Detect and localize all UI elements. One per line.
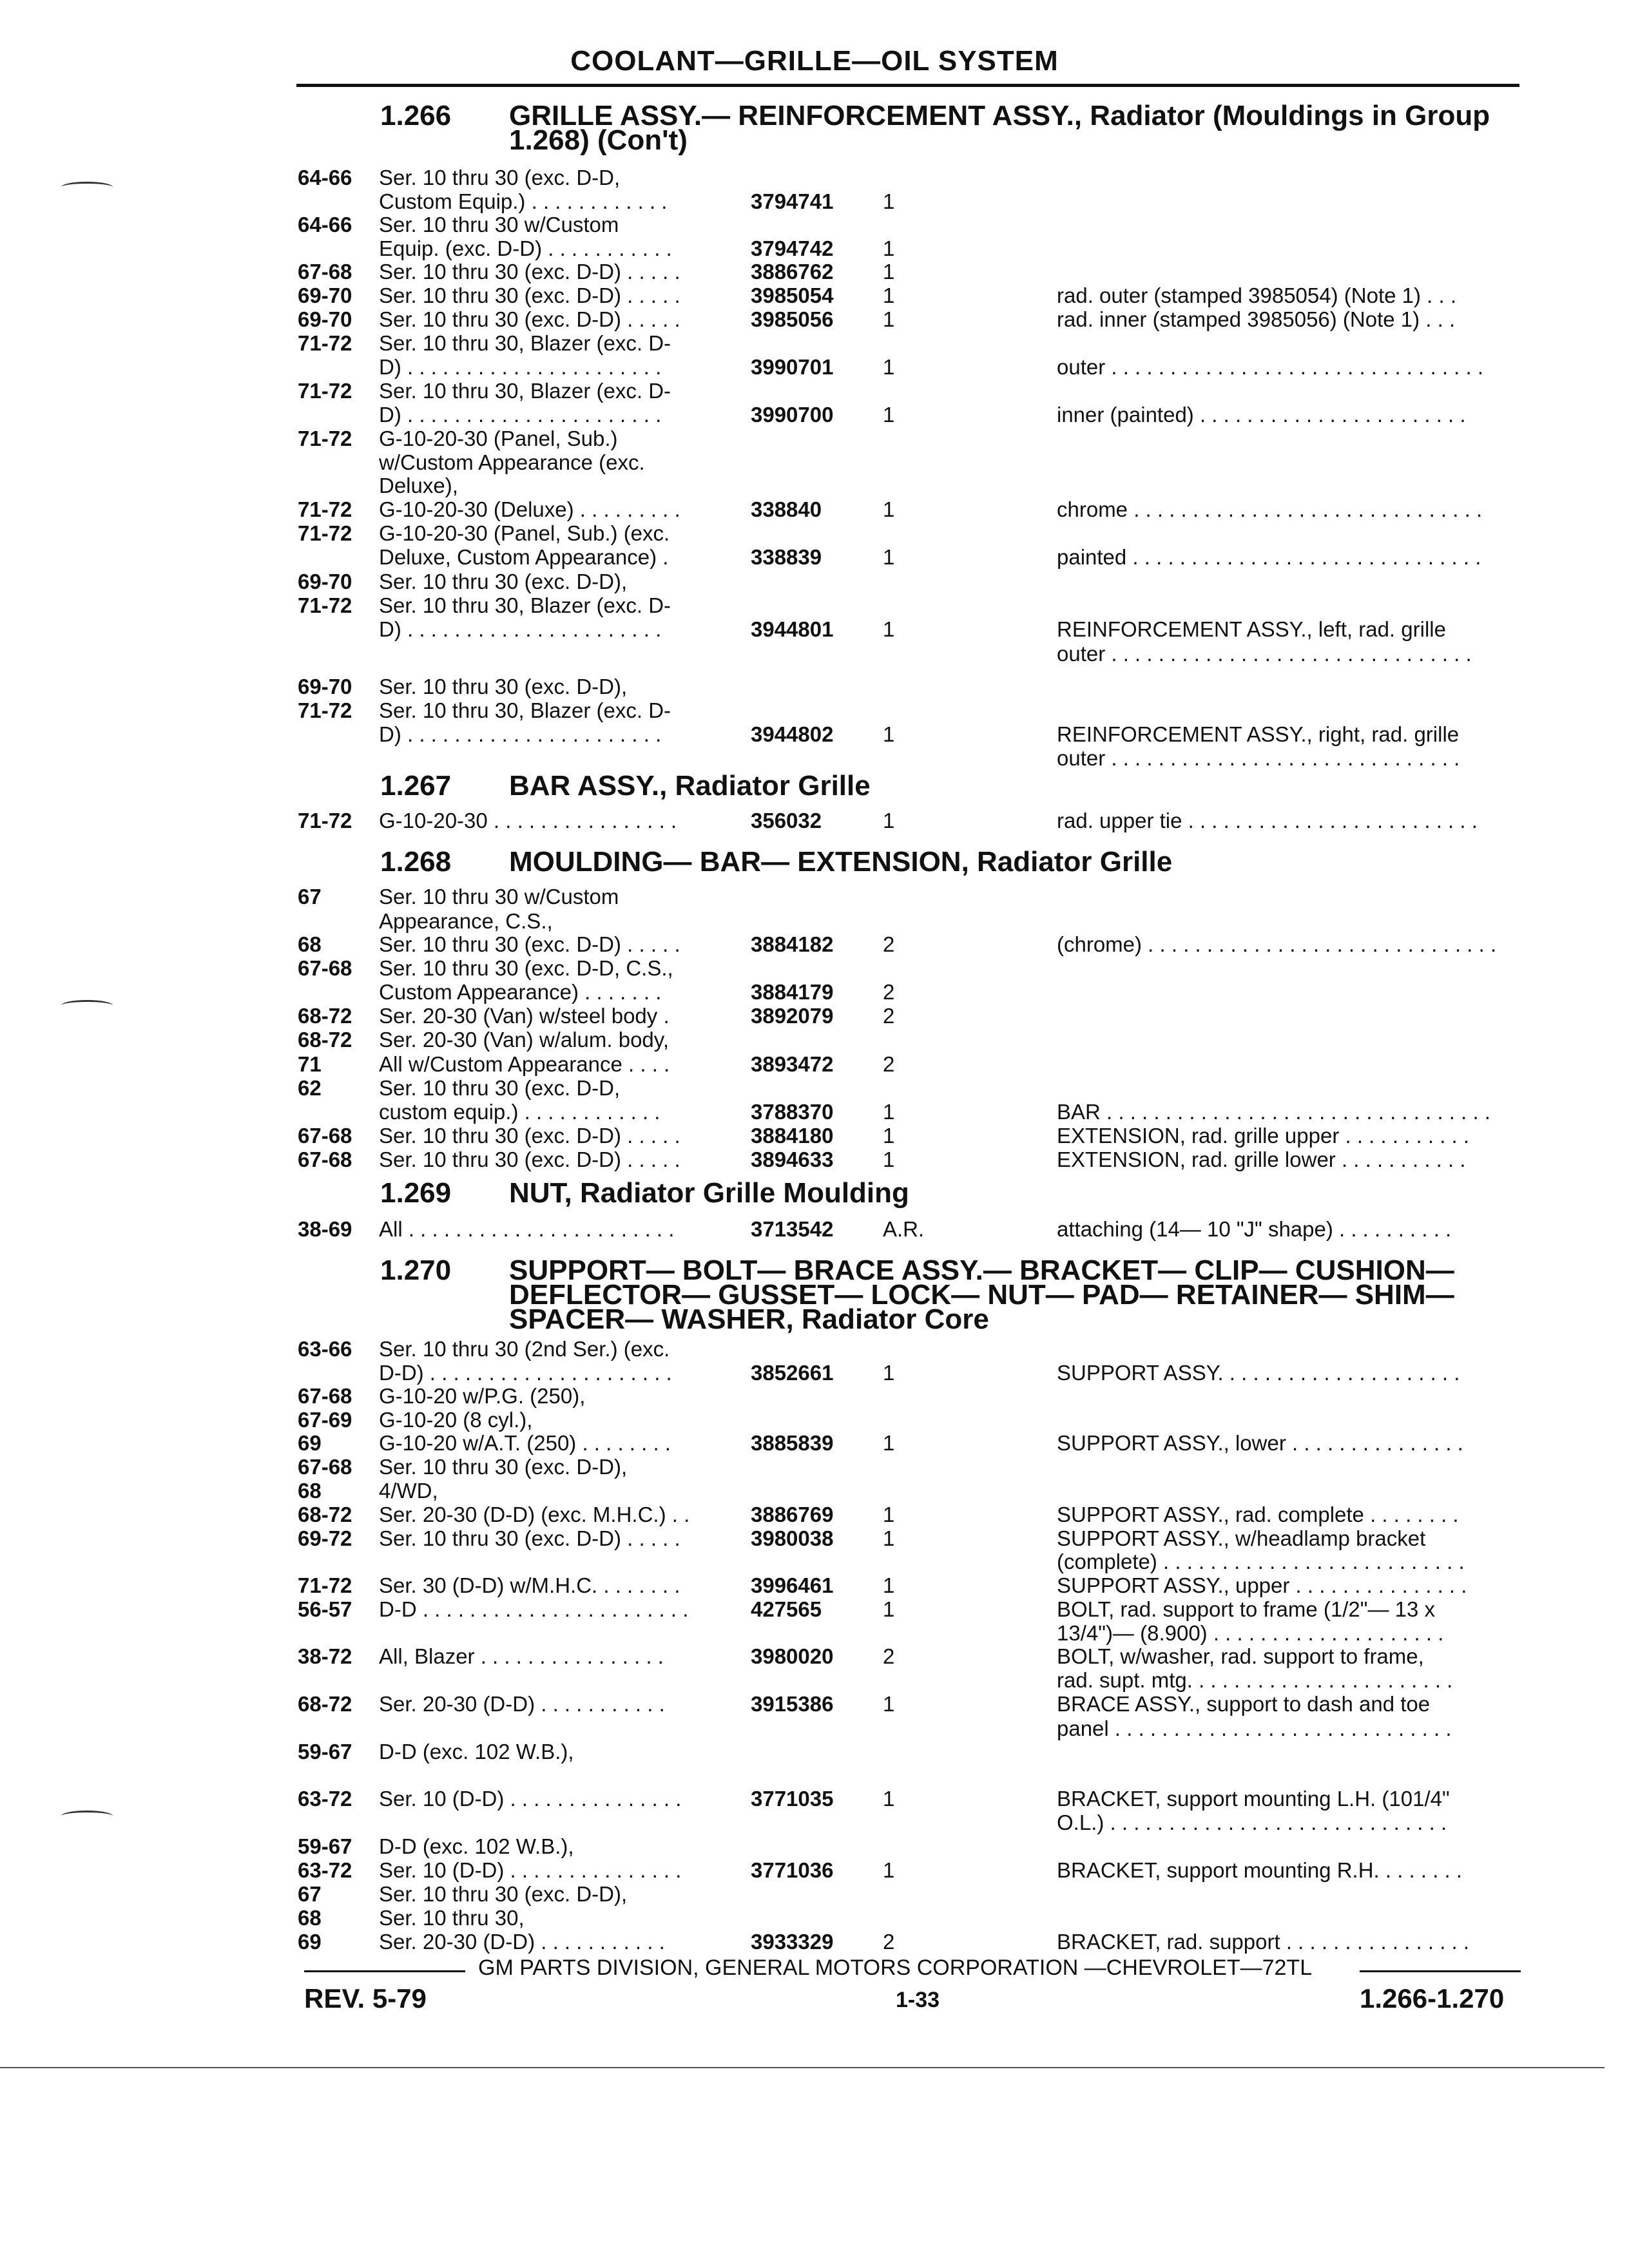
year-range: 38-69	[298, 1217, 352, 1241]
quantity: 1	[883, 1692, 895, 1716]
part-description: SUPPORT ASSY., upper . . . . . . . . . . . . . . .	[1057, 1573, 1467, 1597]
part-description: rad. supt. mtg. . . . . . . . . . . . . . . . . . . . . . .	[1057, 1668, 1453, 1692]
year-range: 68-72	[298, 1692, 352, 1716]
part-number: 3794741	[751, 189, 834, 213]
year-range: 71-72	[298, 521, 352, 545]
application-text: D-D (exc. 102 W.B.),	[379, 1834, 574, 1858]
part-description: BRACE ASSY., support to dash and toe	[1057, 1692, 1431, 1716]
part-description: EXTENSION, rad. grille lower . . . . . . . . . . .	[1057, 1148, 1466, 1171]
section-title: BAR ASSY., Radiator Grille	[509, 770, 871, 802]
year-range: 69-70	[298, 284, 352, 307]
part-number: 3985056	[751, 307, 834, 331]
quantity: 2	[883, 932, 895, 956]
quantity: 1	[883, 1503, 895, 1526]
part-number: 3713542	[751, 1217, 834, 1241]
part-description: chrome . . . . . . . . . . . . . . . . . . . . . . . . . . . . . .	[1057, 497, 1483, 521]
header-rule	[296, 84, 1519, 87]
quantity: 2	[883, 980, 895, 1004]
quantity: 1	[883, 722, 895, 746]
part-description: painted . . . . . . . . . . . . . . . . . . . . . . . . . . . . . .	[1057, 545, 1481, 569]
year-range: 67	[298, 1882, 322, 1906]
part-description: O.L.) . . . . . . . . . . . . . . . . . . . . . . . . . . . . .	[1057, 1811, 1447, 1834]
year-range: 69-70	[298, 675, 352, 698]
part-number: 338839	[751, 545, 822, 569]
part-description: SUPPORT ASSY., w/headlamp bracket	[1057, 1526, 1426, 1550]
part-description: BRACKET, support mounting R.H. . . . . . . .	[1057, 1858, 1463, 1882]
application-text: G-10-20 w/P.G. (250),	[379, 1384, 586, 1408]
part-number: 3996461	[751, 1573, 834, 1597]
application-text: Ser. 10 thru 30 (exc. D-D) . . . . .	[379, 284, 680, 307]
part-number: 3985054	[751, 284, 834, 307]
part-number: 3893472	[751, 1052, 834, 1076]
year-range: 67-68	[298, 1148, 352, 1171]
part-number: 356032	[751, 809, 822, 832]
quantity: 1	[883, 1526, 895, 1550]
part-number: 3788370	[751, 1100, 834, 1124]
year-range: 71-72	[298, 1573, 352, 1597]
part-description: outer . . . . . . . . . . . . . . . . . . . . . . . . . . . . . . . .	[1057, 355, 1483, 379]
application-text: D-D) . . . . . . . . . . . . . . . . . . . . .	[379, 1361, 672, 1385]
section-title: 1.268) (Con't)	[509, 124, 688, 156]
part-number: 3944802	[751, 722, 834, 746]
part-number: 3794742	[751, 236, 834, 260]
part-number: 3980038	[751, 1526, 834, 1550]
quantity: 1	[883, 617, 895, 641]
part-description: panel . . . . . . . . . . . . . . . . . . . . . . . . . . . . .	[1057, 1716, 1452, 1740]
part-number: 3884179	[751, 980, 834, 1004]
application-text: Deluxe, Custom Appearance) .	[379, 545, 669, 569]
section-title: MOULDING— BAR— EXTENSION, Radiator Grille	[509, 846, 1173, 878]
quantity: 1	[883, 236, 895, 260]
application-text: G-10-20 w/A.T. (250) . . . . . . . .	[379, 1431, 671, 1455]
quantity: 1	[883, 284, 895, 307]
year-range: 67-68	[298, 956, 352, 980]
binder-mark-3	[61, 1811, 113, 1821]
application-text: w/Custom Appearance (exc.	[379, 450, 645, 474]
quantity: 1	[883, 1573, 895, 1597]
year-range: 71-72	[298, 497, 352, 521]
year-range: 69	[298, 1930, 322, 1954]
application-text: D) . . . . . . . . . . . . . . . . . . . . . .	[379, 355, 662, 379]
application-text: Ser. 20-30 (Van) w/steel body .	[379, 1004, 670, 1028]
footer-rev: REV. 5-79	[304, 1983, 427, 2013]
part-number: 3886769	[751, 1503, 834, 1526]
quantity: 2	[883, 1644, 895, 1668]
year-range: 68	[298, 932, 322, 956]
quantity: 1	[883, 1597, 895, 1621]
footer-rule-left	[304, 1970, 465, 1972]
year-range: 71	[298, 1052, 322, 1076]
application-text: Ser. 10 thru 30 (exc. D-D) . . . . .	[379, 1148, 680, 1171]
part-description: attaching (14— 10 "J" shape) . . . . . . . . . .	[1057, 1217, 1452, 1241]
year-range: 71-72	[298, 427, 352, 450]
application-text: Ser. 10 thru 30 (exc. D-D) . . . . .	[379, 307, 680, 331]
year-range: 63-66	[298, 1337, 352, 1361]
year-range: 71-72	[298, 331, 352, 355]
application-text: Equip. (exc. D-D) . . . . . . . . . . .	[379, 236, 672, 260]
section-title: SPACER— WASHER, Radiator Core	[509, 1303, 989, 1335]
application-text: Ser. 20-30 (D-D) . . . . . . . . . . .	[379, 1930, 665, 1954]
part-number: 3885839	[751, 1431, 834, 1455]
year-range: 64-66	[298, 213, 352, 236]
application-text: Ser. 30 (D-D) w/M.H.C. . . . . . . .	[379, 1573, 680, 1597]
part-description: BRACKET, support mounting L.H. (101/4"	[1057, 1787, 1450, 1811]
application-text: Deluxe),	[379, 474, 458, 497]
part-number: 3894633	[751, 1148, 834, 1171]
quantity: 1	[883, 1124, 895, 1148]
application-text: Ser. 10 thru 30 (exc. D-D) . . . . .	[379, 1124, 680, 1148]
application-text: G-10-20 (8 cyl.),	[379, 1408, 533, 1432]
part-description: SUPPORT ASSY., rad. complete . . . . . . . .	[1057, 1503, 1459, 1526]
part-description: outer . . . . . . . . . . . . . . . . . . . . . . . . . . . . . .	[1057, 746, 1460, 770]
part-description: REINFORCEMENT ASSY., left, rad. grille	[1057, 617, 1446, 641]
part-number: 3980020	[751, 1644, 834, 1668]
section-number: 1.266	[380, 100, 452, 131]
application-text: Ser. 10 thru 30 (exc. D-D),	[379, 675, 628, 698]
quantity: 2	[883, 1930, 895, 1954]
year-range: 68-72	[298, 1503, 352, 1526]
year-range: 67-68	[298, 260, 352, 284]
application-text: Ser. 10 thru 30 (exc. D-D),	[379, 570, 628, 593]
year-range: 71-72	[298, 593, 352, 617]
application-text: Ser. 10 thru 30 w/Custom	[379, 885, 619, 908]
application-text: Ser. 10 thru 30 (exc. D-D,	[379, 1076, 621, 1100]
year-range: 63-72	[298, 1858, 352, 1882]
section-number: 1.269	[380, 1177, 452, 1209]
year-range: 67	[298, 885, 322, 908]
application-text: Ser. 10 thru 30 (exc. D-D) . . . . .	[379, 1526, 680, 1550]
year-range: 69-72	[298, 1526, 352, 1550]
quantity: 1	[883, 497, 895, 521]
part-number: 3886762	[751, 260, 834, 284]
application-text: G-10-20-30 (Panel, Sub.)	[379, 427, 618, 450]
application-text: Custom Appearance) . . . . . . .	[379, 980, 662, 1004]
part-description: BRACKET, rad. support . . . . . . . . . . . . . . . .	[1057, 1930, 1470, 1954]
quantity: 2	[883, 1052, 895, 1076]
year-range: 67-69	[298, 1408, 352, 1432]
application-text: All w/Custom Appearance . . . .	[379, 1052, 670, 1076]
year-range: 69	[298, 1431, 322, 1455]
application-text: G-10-20-30 (Deluxe) . . . . . . . . .	[379, 497, 680, 521]
part-description: BOLT, rad. support to frame (1/2"— 13 x	[1057, 1597, 1436, 1621]
part-number: 3852661	[751, 1361, 834, 1385]
application-text: Ser. 20-30 (Van) w/alum. body,	[379, 1028, 669, 1052]
part-description: (complete) . . . . . . . . . . . . . . . . . . . . . . . . . .	[1057, 1550, 1465, 1573]
year-range: 67-68	[298, 1124, 352, 1148]
year-range: 68-72	[298, 1004, 352, 1028]
section-number: 1.267	[380, 770, 452, 802]
application-text: Appearance, C.S.,	[379, 909, 553, 933]
part-description: rad. outer (stamped 3985054) (Note 1) . . .	[1057, 284, 1456, 307]
part-description: SUPPORT ASSY., lower . . . . . . . . . . . . . . .	[1057, 1431, 1463, 1455]
part-description: EXTENSION, rad. grille upper . . . . . . . . . . .	[1057, 1124, 1470, 1148]
application-text: Ser. 10 (D-D) . . . . . . . . . . . . . . .	[379, 1787, 682, 1811]
part-number: 3933329	[751, 1930, 834, 1954]
part-description: BAR . . . . . . . . . . . . . . . . . . . . . . . . . . . . . . . . .	[1057, 1100, 1490, 1124]
quantity: 1	[883, 403, 895, 427]
application-text: Ser. 10 thru 30 (exc. D-D) . . . . .	[379, 932, 680, 956]
quantity: 1	[883, 189, 895, 213]
section-title: NUT, Radiator Grille Moulding	[509, 1177, 909, 1209]
application-text: custom equip.) . . . . . . . . . . . .	[379, 1100, 660, 1124]
year-range: 68	[298, 1906, 322, 1930]
year-range: 71-72	[298, 698, 352, 722]
part-description: (chrome) . . . . . . . . . . . . . . . . . . . . . . . . . . . . . .	[1057, 932, 1497, 956]
quantity: 1	[883, 1361, 895, 1385]
part-number: 3944801	[751, 617, 834, 641]
year-range: 67-68	[298, 1384, 352, 1408]
application-text: Ser. 10 thru 30 (2nd Ser.) (exc.	[379, 1337, 670, 1361]
year-range: 69-70	[298, 570, 352, 593]
quantity: A.R.	[883, 1217, 925, 1241]
part-description: BOLT, w/washer, rad. support to frame,	[1057, 1644, 1424, 1668]
binder-mark-2	[61, 1000, 113, 1011]
application-text: Ser. 10 thru 30, Blazer (exc. D-	[379, 698, 671, 722]
application-text: Ser. 10 thru 30 (exc. D-D,	[379, 166, 621, 189]
footer-range: 1.266-1.270	[1360, 1983, 1505, 2013]
quantity: 1	[883, 1858, 895, 1882]
footer-rule-right	[1360, 1970, 1521, 1972]
section-title: GRILLE ASSY.— REINFORCEMENT ASSY., Radiator (Mouldings in Group	[509, 100, 1490, 131]
quantity: 2	[883, 1004, 895, 1028]
quantity: 1	[883, 1148, 895, 1171]
part-description: SUPPORT ASSY. . . . . . . . . . . . . . . . . . . . .	[1057, 1361, 1460, 1385]
application-text: Ser. 10 thru 30, Blazer (exc. D-	[379, 331, 671, 355]
year-range: 68-72	[298, 1028, 352, 1052]
bottom-scan-line	[0, 2067, 1605, 2068]
part-number: 3771036	[751, 1858, 834, 1882]
application-text: D) . . . . . . . . . . . . . . . . . . . . . .	[379, 403, 662, 427]
year-range: 56-57	[298, 1597, 352, 1621]
quantity: 1	[883, 355, 895, 379]
part-number: 3990700	[751, 403, 834, 427]
application-text: Ser. 10 thru 30 (exc. D-D),	[379, 1455, 628, 1479]
section-number: 1.268	[380, 846, 452, 878]
quantity: 1	[883, 1787, 895, 1811]
application-text: Ser. 10 thru 30 (exc. D-D),	[379, 1882, 628, 1906]
year-range: 64-66	[298, 166, 352, 189]
part-number: 3771035	[751, 1787, 834, 1811]
application-text: Ser. 20-30 (D-D) . . . . . . . . . . .	[379, 1692, 665, 1716]
binder-mark-1	[61, 182, 113, 193]
application-text: D) . . . . . . . . . . . . . . . . . . . . . .	[379, 617, 662, 641]
part-number: 3884180	[751, 1124, 834, 1148]
application-text: Ser. 10 (D-D) . . . . . . . . . . . . . . .	[379, 1858, 682, 1882]
year-range: 68	[298, 1479, 322, 1503]
application-text: D-D (exc. 102 W.B.),	[379, 1740, 574, 1763]
application-text: Ser. 10 thru 30 (exc. D-D) . . . . .	[379, 260, 680, 284]
year-range: 59-67	[298, 1740, 352, 1763]
year-range: 62	[298, 1076, 322, 1100]
application-text: Custom Equip.) . . . . . . . . . . . .	[379, 189, 668, 213]
part-number: 338840	[751, 497, 822, 521]
quantity: 1	[883, 307, 895, 331]
year-range: 59-67	[298, 1834, 352, 1858]
quantity: 1	[883, 545, 895, 569]
part-description: rad. upper tie . . . . . . . . . . . . . . . . . . . . . . . . .	[1057, 809, 1478, 832]
section-number: 1.270	[380, 1254, 452, 1286]
year-range: 71-72	[298, 379, 352, 403]
footer-corp: GM PARTS DIVISION, GENERAL MOTORS CORPORATION —CHEVROLET—72TL	[478, 1956, 1313, 1980]
application-text: All . . . . . . . . . . . . . . . . . . . . . . .	[379, 1217, 675, 1241]
application-text: Ser. 20-30 (D-D) (exc. M.H.C.) . .	[379, 1503, 690, 1526]
page-header-title: COOLANT—GRILLE—OIL SYSTEM	[570, 45, 1059, 77]
part-description: REINFORCEMENT ASSY., right, rad. grille	[1057, 722, 1460, 746]
application-text: Ser. 10 thru 30 w/Custom	[379, 213, 619, 236]
year-range: 63-72	[298, 1787, 352, 1811]
application-text: G-10-20-30 . . . . . . . . . . . . . . . .	[379, 809, 677, 832]
year-range: 69-70	[298, 307, 352, 331]
quantity: 1	[883, 260, 895, 284]
part-number: 3884182	[751, 932, 834, 956]
application-text: All, Blazer . . . . . . . . . . . . . . . .	[379, 1644, 664, 1668]
footer-page-number: 1-33	[896, 1988, 940, 2012]
application-text: Ser. 10 thru 30,	[379, 1906, 525, 1930]
section-title: SUPPORT— BOLT— BRACE ASSY.— BRACKET— CLIP— CUSHION—	[509, 1254, 1454, 1286]
application-text: Ser. 10 thru 30 (exc. D-D, C.S.,	[379, 956, 673, 980]
part-description: rad. inner (stamped 3985056) (Note 1) . . .	[1057, 307, 1456, 331]
year-range: 71-72	[298, 809, 352, 832]
part-description: outer . . . . . . . . . . . . . . . . . . . . . . . . . . . . . . .	[1057, 642, 1472, 666]
application-text: D) . . . . . . . . . . . . . . . . . . . . . .	[379, 722, 662, 746]
quantity: 1	[883, 809, 895, 832]
part-description: inner (painted) . . . . . . . . . . . . . . . . . . . . . . .	[1057, 403, 1466, 427]
part-description: 13/4")— (8.900) . . . . . . . . . . . . . . . . . . . .	[1057, 1621, 1444, 1645]
part-number: 427565	[751, 1597, 822, 1621]
quantity: 1	[883, 1431, 895, 1455]
application-text: D-D . . . . . . . . . . . . . . . . . . . . . . .	[379, 1597, 689, 1621]
part-number: 3915386	[751, 1692, 834, 1716]
year-range: 38-72	[298, 1644, 352, 1668]
part-number: 3892079	[751, 1004, 834, 1028]
application-text: 4/WD,	[379, 1479, 438, 1503]
application-text: Ser. 10 thru 30, Blazer (exc. D-	[379, 593, 671, 617]
application-text: Ser. 10 thru 30, Blazer (exc. D-	[379, 379, 671, 403]
part-number: 3990701	[751, 355, 834, 379]
section-title: DEFLECTOR— GUSSET— LOCK— NUT— PAD— RETAINER— SHIM—	[509, 1279, 1454, 1311]
year-range: 67-68	[298, 1455, 352, 1479]
application-text: G-10-20-30 (Panel, Sub.) (exc.	[379, 521, 670, 545]
quantity: 1	[883, 1100, 895, 1124]
